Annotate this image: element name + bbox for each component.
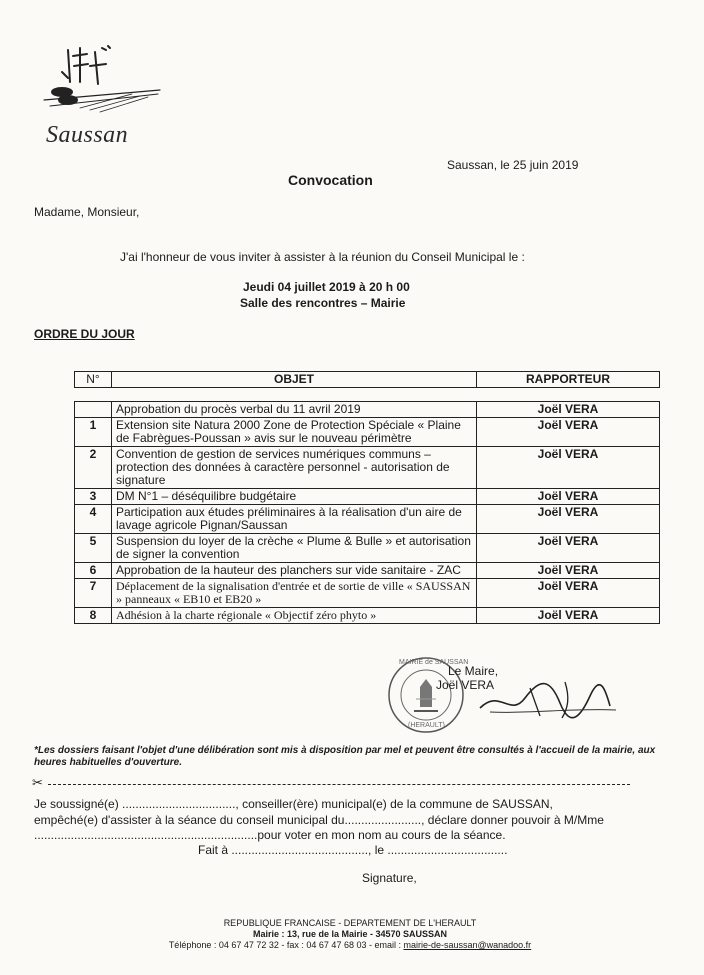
proxy-line-1: Je soussigné(e) .................................., conseiller(ère) municipal(e) de la commune de SAUSSAN,	[34, 797, 553, 811]
agenda-rapporteur: Joël VERA	[477, 418, 660, 447]
agenda-objet: Suspension du loyer de la crèche « Plume & Bulle » et autorisation de signer la convention	[112, 534, 477, 563]
logo-text: Saussan	[46, 122, 129, 148]
agenda-objet: Adhésion à la charte régionale « Objectif zéro phyto »	[112, 608, 477, 624]
agenda-num: 1	[75, 418, 112, 447]
agenda-rapporteur: Joël VERA	[477, 563, 660, 579]
agenda-row	[75, 447, 660, 489]
header-objet: OBJET	[112, 372, 477, 388]
agenda-row	[75, 579, 660, 608]
agenda-num: 3	[75, 489, 112, 505]
agenda-row	[75, 563, 660, 579]
meeting-date: Jeudi 04 juillet 2019 à 20 h 00	[243, 280, 410, 294]
cut-line	[48, 784, 630, 785]
footer-line-2: Mairie : 13, rue de la Mairie - 34570 SAUSSAN	[252, 929, 448, 939]
agenda-objet: DM N°1 – déséquilibre budgétaire	[112, 489, 477, 505]
intro-text: J'ai l'honneur de vous inviter à assister à la réunion du Conseil Municipal le :	[120, 250, 525, 264]
agenda-row	[75, 402, 660, 418]
agenda-objet: Approbation du procès verbal du 11 avril 2019	[112, 402, 477, 418]
stamp-text-top: MAIRIE de SAUSSAN	[399, 659, 469, 666]
salutation: Madame, Monsieur,	[34, 205, 140, 219]
stamp-text-bottom: (HERAULT)	[408, 722, 445, 729]
agenda-objet: Extension site Natura 2000 Zone de Protection Spéciale « Plaine de Fabrègues-Poussan » avis sur le nouveau périmètre	[112, 418, 477, 447]
page-title: Convocation	[288, 172, 373, 188]
header-num: N°	[75, 372, 112, 388]
agenda-num: 4	[75, 505, 112, 534]
agenda-num	[75, 402, 112, 418]
agenda-num: 5	[75, 534, 112, 563]
agenda-num: 2	[75, 447, 112, 489]
agenda-num: 8	[75, 608, 112, 624]
agenda-row	[75, 534, 660, 563]
agenda-header-table	[74, 371, 660, 388]
proxy-signature: Signature,	[362, 871, 417, 885]
header-rapporteur: RAPPORTEUR	[477, 372, 660, 388]
agenda-rapporteur: Joël VERA	[477, 447, 660, 489]
footer-contact: Téléphone : 04 67 47 72 32 - fax : 04 67 47 68 03 - email :	[168, 940, 404, 950]
agenda-rapporteur: Joël VERA	[477, 608, 660, 624]
agenda-num: 6	[75, 563, 112, 579]
agenda-objet: Convention de gestion de services numériques communs – protection des données à caractère personnel - autorisation de signature	[112, 447, 477, 489]
agenda-objet: Participation aux études préliminaires à la réalisation d'un aire de lavage agricole Pignan/Saussan	[112, 505, 477, 534]
agenda-rapporteur: Joël VERA	[477, 534, 660, 563]
agenda-row	[75, 608, 660, 624]
place-date: Saussan, le 25 juin 2019	[447, 158, 579, 172]
agenda-title: ORDRE DU JOUR	[34, 327, 135, 341]
agenda-objet: Approbation de la hauteur des planchers sur vide sanitaire - ZAC	[112, 563, 477, 579]
agenda-row	[75, 418, 660, 447]
handwritten-signature	[470, 668, 620, 728]
footer-line-3	[100, 940, 600, 950]
agenda-row	[75, 505, 660, 534]
agenda-num: 7	[75, 579, 112, 608]
mayor-label: Le Maire,	[448, 664, 499, 678]
agenda-table	[74, 401, 660, 624]
agenda-rapporteur: Joël VERA	[477, 579, 660, 608]
footer-line-1: REPUBLIQUE FRANCAISE - DEPARTEMENT DE L'HERAULT	[223, 918, 477, 928]
proxy-line-3: ...................................................................pour voter en mon nom au cours de la séance.	[34, 828, 506, 842]
meeting-location: Salle des rencontres – Mairie	[240, 296, 406, 310]
proxy-line-2: empêché(e) d'assister à la séance du conseil municipal du......................., déclare donner pouvoir à M/Mme	[34, 813, 604, 827]
agenda-rapporteur: Joël VERA	[477, 505, 660, 534]
proxy-line-4: Fait à ........................................., le ....................................	[198, 843, 508, 857]
agenda-rapporteur: Joël VERA	[477, 489, 660, 505]
footnote: *Les dossiers faisant l'objet d'une délibération sont mis à disposition par mel et peuvent être consultés à l'accueil de la mairie, aux heures habituelles d'ouverture.	[34, 745, 656, 768]
logo-graphic	[40, 42, 170, 122]
scissors-icon: ✂	[32, 775, 43, 790]
agenda-rapporteur: Joël VERA	[477, 402, 660, 418]
agenda-row	[75, 489, 660, 505]
email-link[interactable]: mairie-de-saussan@wanadoo.fr	[403, 940, 532, 950]
mayor-name: Joël VERA	[436, 678, 495, 692]
agenda-objet: Déplacement de la signalisation d'entrée et de sortie de ville « SAUSSAN » panneaux « EB10 et EB20 »	[112, 579, 477, 608]
